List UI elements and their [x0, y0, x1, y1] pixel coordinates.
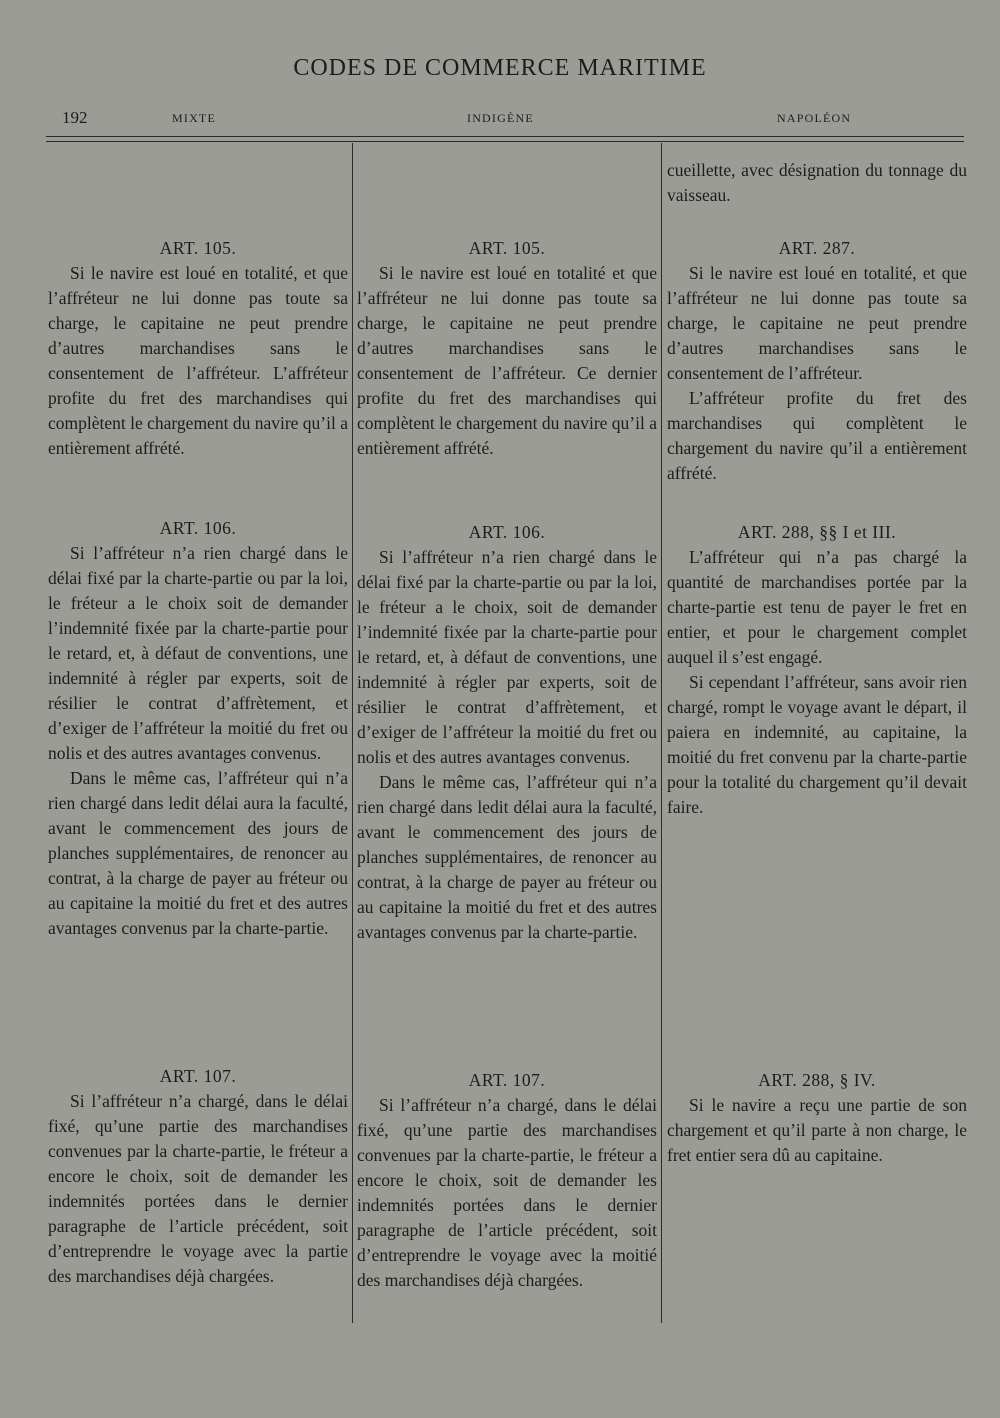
article-paragraph: Si l’affréteur n’a rien chargé dans le délai fixé par la charte-partie ou par la loi, le fréteur a le choix soit de demander l’indemnité fixée par la charte-partie pour le retard, et, à défaut de conventions, une indemnité à régler par experts, soit de résilier le contrat d’affrètement, et d’exiger de l’affréteur la moitié du fret ou nolis et des autres avantages convenus.	[48, 543, 348, 763]
article-paragraph: Si le navire est loué en totalité, et que l’affréteur ne lui donne pas toute sa charge, le capitaine ne peut prendre d’autres marchandises sans le consentement de l’affréteur. L’affréteur profite du fret des marchandises qui complètent le chargement du navire qu’il a entièrement affrété.	[48, 263, 348, 458]
column-heading-napoleon: NAPOLÉON	[777, 111, 852, 125]
article-block	[667, 520, 967, 820]
article-paragraph: Si l’affréteur n’a chargé, dans le délai fixé, qu’une partie des marchandises convenues par la charte-partie, le fréteur a encore le choix, soit de demander les indemnités portées dans le dernier paragraphe de l’article précédent, soit d’entreprendre le voyage avec la moitié des marchandises déjà chargées.	[357, 1095, 657, 1290]
article-paragraph: Dans le même cas, l’affréteur qui n’a rien chargé dans ledit délai aura la faculté, avant le commencement des jours de planches supplémentaires, de renoncer au contrat, à la charge de payer au fréteur ou au capitaine la moitié du fret et des autres avantages convenus par la charte-partie.	[48, 768, 348, 938]
article-heading: ART. 288, §§ I et III.	[737, 522, 897, 542]
article-paragraph: Si cependant l’affréteur, sans avoir rien chargé, rompt le voyage avant le départ, il paiera en indemnité, au capitaine, la moitié du fret convenu par la charte-partie pour la totalité du chargement qu’il devait faire.	[667, 672, 967, 817]
continuation-paragraph: cueillette, avec désignation du tonnage du vaisseau.	[667, 160, 967, 205]
article-heading: ART. 107.	[159, 1066, 237, 1086]
page-title: CODES DE COMMERCE MARITIME	[293, 55, 707, 81]
article-heading: ART. 287.	[778, 238, 856, 258]
article-paragraph: Si l’affréteur n’a chargé, dans le délai fixé, qu’une partie des marchandises convenues par la charte-partie, le fréteur a encore le choix, soit de demander les indemnités portées dans le dernier paragraphe de l’article précédent, soit d’entreprendre le voyage avec la partie des marchandises déjà chargées.	[48, 1091, 348, 1286]
article-paragraph: L’affréteur qui n’a pas chargé la quantité de marchandises portée par la charte-partie est tenu de payer le fret en entier, et pour le chargement complet auquel il s’est engagé.	[667, 547, 967, 667]
article-heading: ART. 105.	[159, 238, 237, 258]
article-heading: ART. 106.	[468, 522, 546, 542]
article-heading: ART. 106.	[159, 518, 237, 538]
column-divider-2	[661, 143, 662, 1323]
article-block	[357, 236, 657, 461]
header-rule-top	[46, 136, 964, 137]
article-paragraph: Si le navire est loué en totalité et que l’affréteur ne lui donne pas toute sa charge, le capitaine ne peut prendre d’autres marchandises sans le consentement de l’affréteur. Ce dernier profite du fret des marchandises qui complètent le chargement du navire qu’il a entièrement affrété.	[357, 263, 657, 458]
article-block	[667, 1068, 967, 1168]
column-heading-indigene: INDIGÈNE	[467, 111, 534, 125]
article-block	[48, 1064, 348, 1289]
article-block	[667, 236, 967, 486]
column-divider-1	[352, 143, 353, 1323]
article-heading: ART. 107.	[468, 1070, 546, 1090]
article-paragraph: Dans le même cas, l’affréteur qui n’a rien chargé dans ledit délai aura la faculté, avant le commencement des jours de planches supplémentaires, de renoncer au contrat, à la charge de payer au fréteur ou au capitaine la moitié du fret et des autres avantages convenus par la charte-partie.	[357, 772, 657, 942]
page-number: 192	[62, 108, 88, 127]
running-head	[62, 108, 962, 128]
article-paragraph: Si l’affréteur n’a rien chargé dans le délai fixé par la charte-partie ou par la loi, le fréteur a le choix, soit de demander l’indemnité fixée par la charte-partie pour le retard, et, à défaut de conventions, une indemnité à régler par experts, soit de résilier le contrat d’affrètement, et d’exiger de l’affréteur la moitié du fret ou nolis et des autres avantages convenus.	[357, 547, 657, 767]
article-heading: ART. 288, § IV.	[758, 1070, 876, 1090]
article-paragraph: L’affréteur profite du fret des marchandises qui complètent le chargement du navire qu’il a entièrement affrété.	[667, 388, 967, 483]
article-block	[357, 1068, 657, 1293]
article-paragraph: Si le navire a reçu une partie de son chargement et qu’il parte à non charge, le fret entier sera dû au capitaine.	[667, 1095, 967, 1165]
article-block	[48, 236, 348, 461]
continuation-block	[667, 158, 967, 208]
article-paragraph: Si le navire est loué en totalité, et que l’affréteur ne lui donne pas toute sa charge, le capitaine ne peut prendre d’autres marchandises sans le consentement de l’affréteur.	[667, 263, 967, 383]
column-heading-mixte: MIXTE	[172, 111, 216, 125]
article-block	[48, 516, 348, 941]
header-rule-bottom	[46, 141, 964, 142]
article-heading: ART. 105.	[468, 238, 546, 258]
article-block	[357, 520, 657, 945]
